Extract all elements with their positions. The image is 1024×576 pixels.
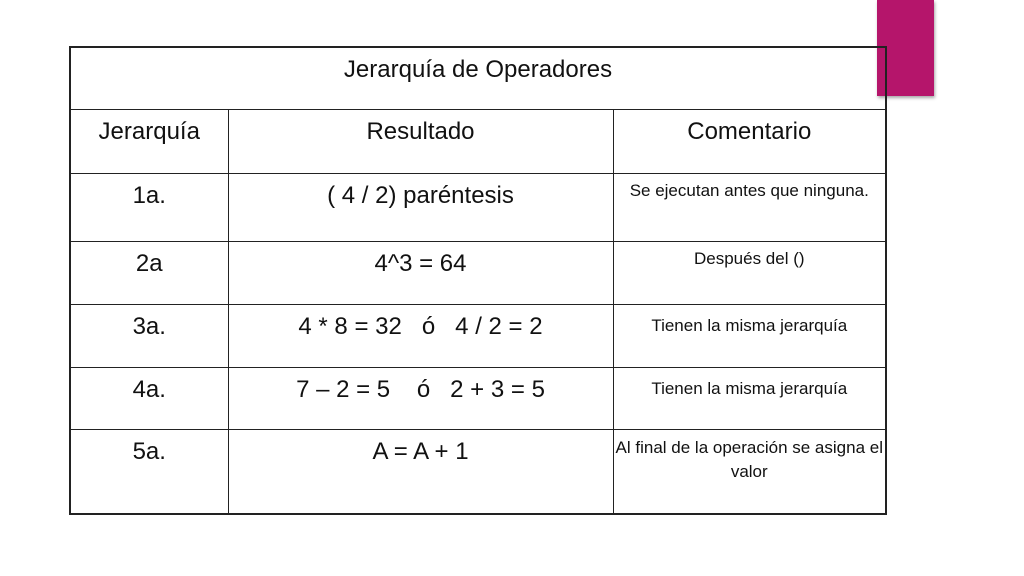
cell-resultado: 4^3 = 64	[228, 241, 613, 304]
header-jerarquia: Jerarquía	[70, 109, 228, 173]
cell-comentario: Se ejecutan antes que ninguna.	[613, 173, 886, 241]
cell-comentario: Después del ()	[613, 241, 886, 304]
cell-resultado: 4 * 8 = 32 ó 4 / 2 = 2	[228, 304, 613, 367]
cell-jerarquia: 2a	[70, 241, 228, 304]
cell-jerarquia: 1a.	[70, 173, 228, 241]
table-row	[70, 367, 886, 429]
cell-jerarquia: 5a.	[70, 429, 228, 514]
header-resultado: Resultado	[228, 109, 613, 173]
table-row	[70, 304, 886, 367]
table-title: Jerarquía de Operadores	[70, 47, 886, 109]
table-row	[70, 173, 886, 241]
header-row	[70, 109, 886, 173]
cell-jerarquia: 3a.	[70, 304, 228, 367]
cell-jerarquia: 4a.	[70, 367, 228, 429]
cell-comentario: Tienen la misma jerarquía	[613, 367, 886, 429]
table-row	[70, 429, 886, 514]
cell-comentario: Tienen la misma jerarquía	[613, 304, 886, 367]
operator-hierarchy-table	[69, 46, 887, 515]
cell-resultado: 7 – 2 = 5 ó 2 + 3 = 5	[228, 367, 613, 429]
cell-comentario: Al final de la operación se asigna el valor	[613, 429, 886, 514]
cell-resultado: ( 4 / 2) paréntesis	[228, 173, 613, 241]
table-row	[70, 241, 886, 304]
header-comentario: Comentario	[613, 109, 886, 173]
title-row	[70, 47, 886, 109]
cell-resultado: A = A + 1	[228, 429, 613, 514]
